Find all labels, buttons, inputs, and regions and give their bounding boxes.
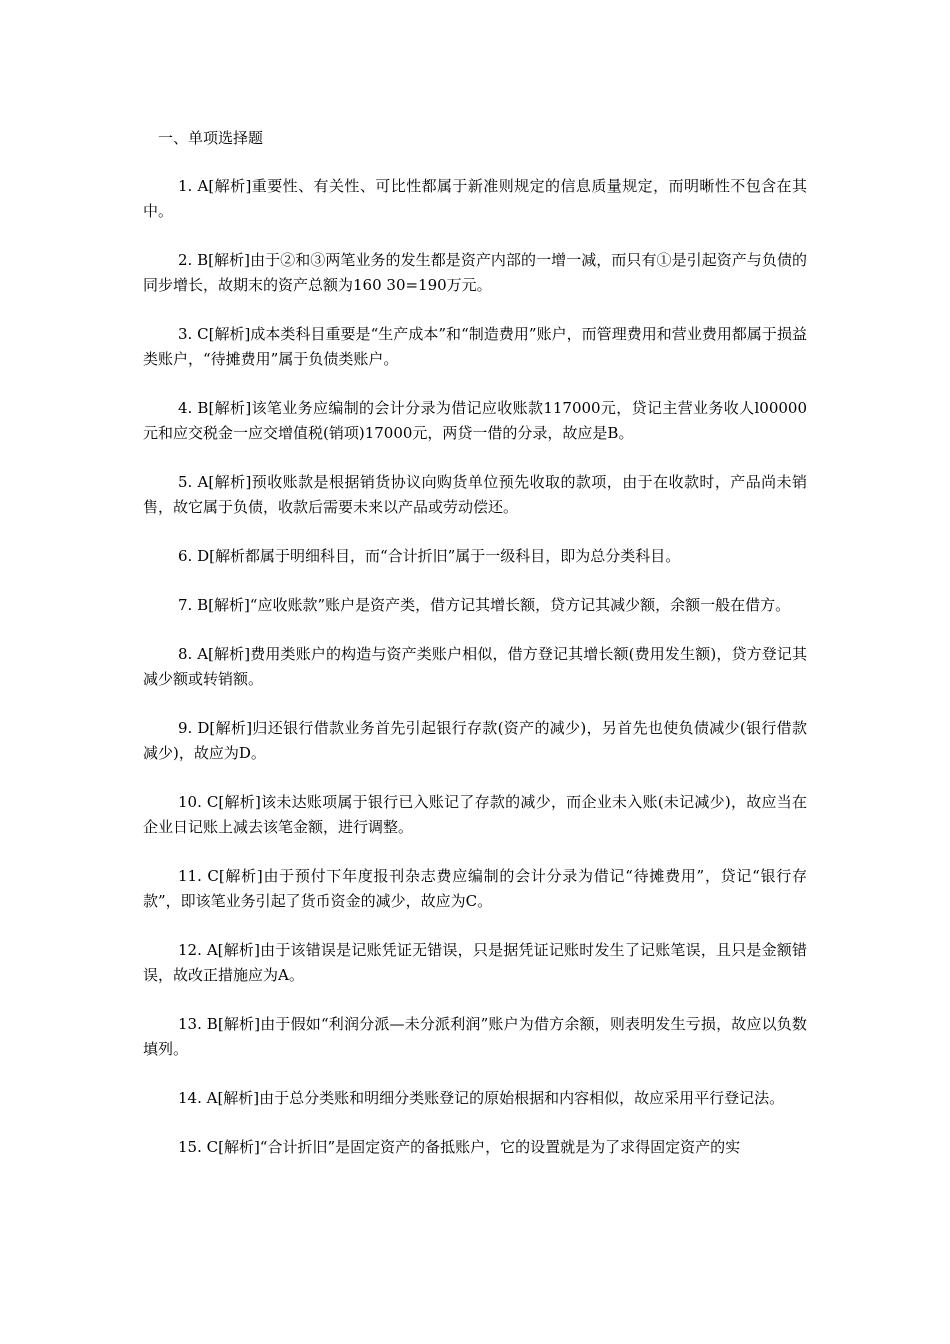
answer-item-13: 13. B[解析]由于假如“利润分派—未分派利润”账户为借方余额，则表明发生亏损，故应以负数填列。 (143, 1015, 807, 1058)
answer-item-2: 2. B[解析]由于②和③两笔业务的发生都是资产内部的一增一减，而只有①是引起资产与负债的同步增长，故期末的资产总额为160 30=190万元。 (143, 251, 807, 294)
answer-item-9: 9. D[解析]归还银行借款业务首先引起银行存款(资产的减少)，另首先也使负债减少(银行借款减少)，故应为D。 (143, 719, 807, 762)
answer-item-3: 3. C[解析]成本类科目重要是“生产成本”和“制造费用”账户，而管理费用和营业费用都属于损益类账户，“待摊费用”属于负债类账户。 (143, 325, 807, 368)
document-body (143, 126, 807, 1184)
answer-item-7: 7. B[解析]“应收账款”账户是资产类，借方记其增长额，贷方记其减少额，余额一般在借方。 (178, 596, 791, 614)
answer-item-12: 12. A[解析]由于该错误是记账凭证无错误，只是据凭证记账时发生了记账笔误，且只是金额错误，故改正措施应为A。 (143, 941, 807, 984)
answer-item-4: 4. B[解析]该笔业务应编制的会计分录为借记应收账款117000元，贷记主营业务收人l00000元和应交税金一应交增值税(销项)17000元，两贷一借的分录，故应是B。 (143, 399, 807, 442)
section-title: 一、单项选择题 (158, 129, 264, 147)
answer-item-5: 5. A[解析]预收账款是根据销货协议向购货单位预先收取的款项，由于在收款时，产品尚未销售，故它属于负债，收款后需要未来以产品或劳动偿还。 (143, 473, 807, 516)
answer-item-14: 14. A[解析]由于总分类账和明细分类账登记的原始根据和内容相似，故应采用平行登记法。 (178, 1089, 785, 1107)
answer-item-11: 11. C[解析]由于预付下年度报刊杂志费应编制的会计分录为借记“待摊费用”，贷记“银行存款”，即该笔业务引起了货币资金的减少，故应为C。 (143, 867, 807, 910)
answer-item-1: 1. A[解析]重要性、有关性、可比性都属于新准则规定的信息质量规定，而明晰性不包含在其中。 (143, 177, 807, 220)
answer-item-8: 8. A[解析]费用类账户的构造与资产类账户相似，借方登记其增长额(费用发生额)，贷方登记其减少额或转销额。 (143, 645, 807, 688)
answer-item-15: 15. C[解析]“合计折旧”是固定资产的备抵账户，它的设置就是为了求得固定资产的实 (178, 1138, 741, 1156)
answer-item-6: 6. D[解析都属于明细科目，而“合计折旧”属于一级科目，即为总分类科目。 (178, 547, 681, 565)
answer-item-10: 10. C[解析]该未达账项属于银行已入账记了存款的减少，而企业未入账(未记减少)，故应当在企业日记账上减去该笔金额，进行调整。 (143, 793, 807, 836)
